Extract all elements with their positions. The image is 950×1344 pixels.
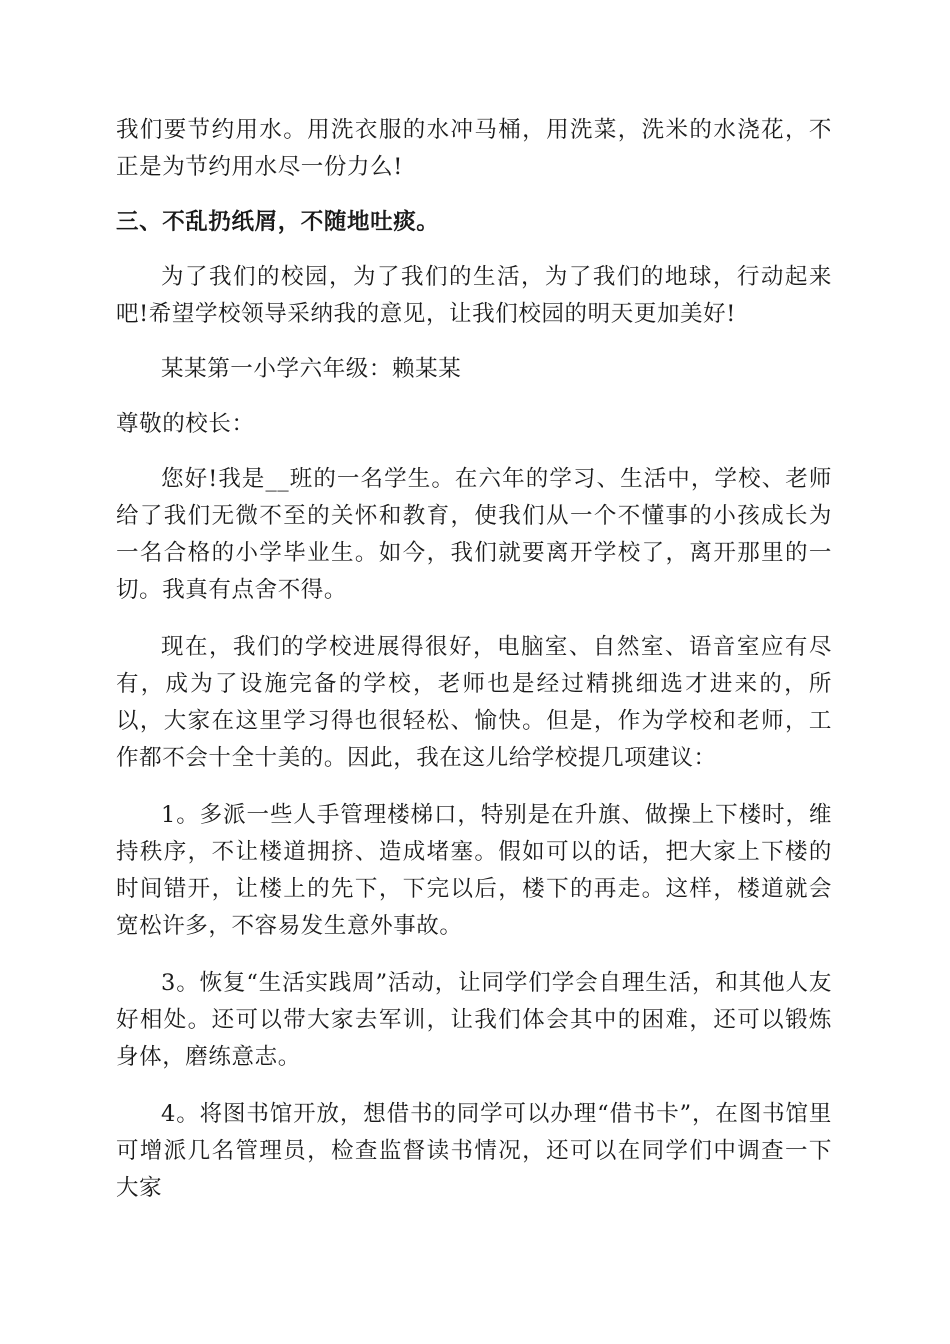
section-heading-no-littering: 三、不乱扔纸屑，不随地吐痰。 — [116, 209, 440, 235]
paragraph-water-saving: 我们要节约用水。用洗衣服的水冲马桶，用洗菜，洗米的水浇花，不正是为节约用水尽一份力么! — [116, 117, 832, 180]
paragraph-school-status: 现在，我们的学校进展得很好，电脑室、自然室、语音室应有尽有，成为了设施完备的学校，老师也是经过精挑细选才进来的，所以，大家在这里学习得也很轻松、愉快。但是，作为学校和老师，工作都不会十全十美的。因此，我在这儿给学校提几项建议： — [116, 634, 832, 771]
document-page — [116, 112, 832, 1207]
paragraph-greeting: 您好!我是__班的一名学生。在六年的学习、生活中，学校、老师给了我们无微不至的关怀和教育，使我们从一个不懂事的小孩成长为一名合格的小学毕业生。如今，我们就要离开学校了，离开那里的一切。我真有点舍不得。 — [116, 466, 832, 603]
signature-line: 某某第一小学六年级：赖某某 — [161, 356, 462, 382]
letter-salutation: 尊敬的校长： — [116, 411, 255, 437]
suggestion-item-4: 4。将图书馆开放，想借书的同学可以办理“借书卡”，在图书馆里可增派几名管理员，检查监督读书情况，还可以在同学们中调查一下大家 — [116, 1101, 832, 1201]
suggestion-item-1: 1。多派一些人手管理楼梯口，特别是在升旗、做操上下楼时，维持秩序，不让楼道拥挤、造成堵塞。假如可以的话，把大家上下楼的时间错开，让楼上的先下，下完以后，楼下的再走。这样，楼道就会宽松许多，不容易发生意外事故。 — [116, 802, 832, 939]
paragraph-call-to-action: 为了我们的校园，为了我们的生活，为了我们的地球，行动起来吧!希望学校领导采纳我的意见，让我们校园的明天更加美好! — [116, 264, 832, 327]
suggestion-item-3: 3。恢复“生活实践周”活动，让同学们学会自理生活，和其他人友好相处。还可以带大家去军训，让我们体会其中的困难，还可以锻炼身体，磨练意志。 — [116, 970, 832, 1070]
